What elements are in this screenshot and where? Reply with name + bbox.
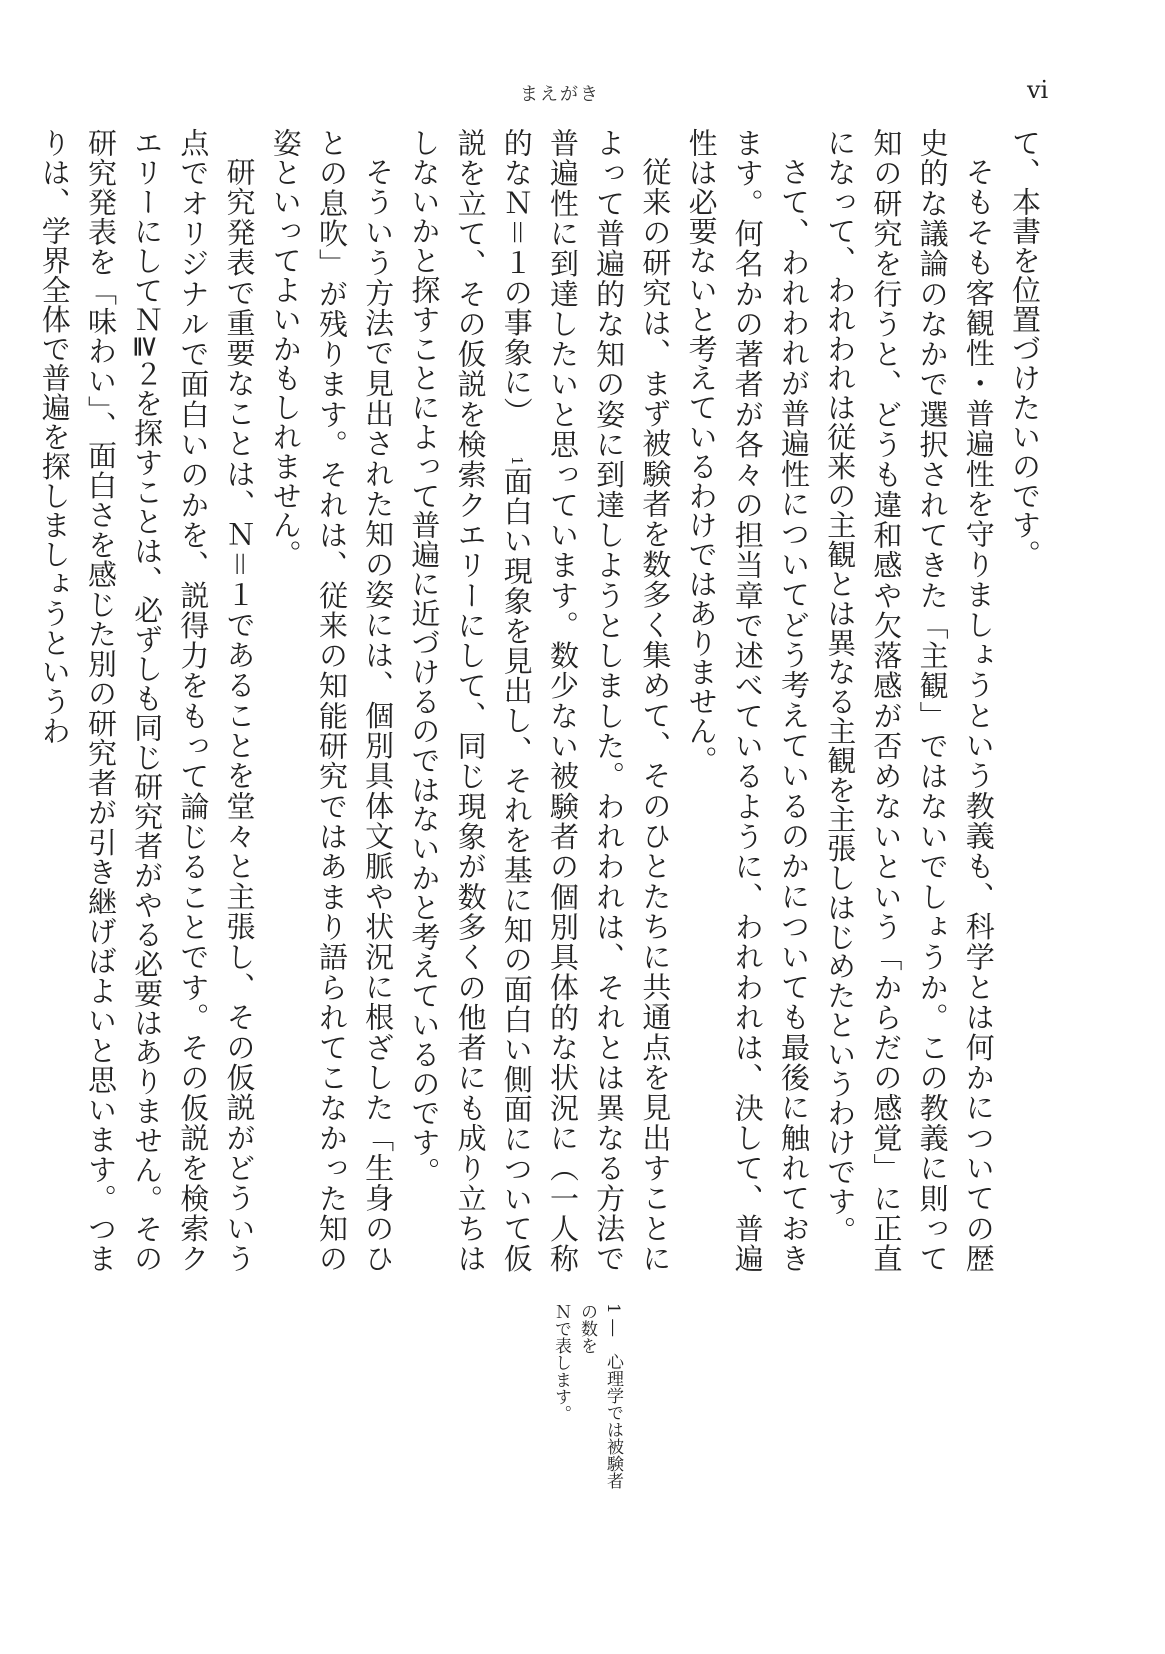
paragraph: そういう方法で見出された知の姿には、個別具体文脈や状況に根ざした「生身のひとの息吹」が残ります。それは、従来の知能研究ではあまり語られてこなかった知の姿といってよいかもしれません。 <box>268 128 396 1273</box>
footnote-marker: 1 ― <box>603 1303 623 1337</box>
running-title: まえがき <box>520 84 600 105</box>
paragraph: て、本書を位置づけたいのです。 <box>1008 128 1042 569</box>
page-number: vi <box>1027 76 1049 104</box>
footnote-reference[interactable]: 1 <box>507 455 526 466</box>
footnote-line <box>548 1303 574 1503</box>
footnote-text: 心理学では被験者の数を <box>577 1303 623 1490</box>
footnote <box>548 1303 626 1503</box>
body-text <box>37 128 1048 1273</box>
paragraph: 研究発表で重要なことは、Ｎ＝１であることを堂々と主張し、その仮説がどういう点でオリジナルで面白いのかを、説得力をもって論じることです。その仮説を検索クエリーにしてＮ≧２を探すことは、必ずしも同じ研究者がやる必要はありません。その研究発表を「味わい」、面白さを感じた別の研究者が引き継げばよいと思います。つまりは、学界全体で普遍を探しましょうというわ <box>37 128 257 1273</box>
paragraph <box>401 128 678 1273</box>
paragraph-text: 面白い現象を見出し、それを基に知の面白い側面について仮説を立て、その仮説を検索クエリーにして、同じ現象が数多くの他者にも成り立ちはしないかと探すことによって普遍に近づけるのではないかと考えているのです。 <box>407 128 534 1273</box>
paragraph-text: 従来の研究は、まず被験者を数多く集めて、そのひとたちに共通点を見出すことによって普遍的な知の姿に到達しようとしました。われわれは、それとは異なる方法で普遍性に到達したいと思っています。数少ない被験者の個別具体的な状況に（一人称的なＮ＝１の事象に） <box>499 128 673 1273</box>
footnote-text: Ｎで表します。 <box>551 1303 571 1422</box>
paragraph: そもそも客観性・普遍性を守りましょうという教義も、科学とは何かについての歴史的な議論のなかで選択されてきた「主観」ではないでしょうか。この教義に則って知の研究を行うと、どうも違和感や欠落感が否めないという「からだの感覚」に正直になって、われわれは従来の主観とは異なる主観を主張しはじめたというわけです。 <box>823 128 996 1273</box>
footnote-line <box>574 1303 626 1503</box>
paragraph: さて、われわれが普遍性についてどう考えているのかについても最後に触れておきます。何名かの著者が各々の担当章で述べているように、われわれは、決して、普遍性は必要ないと考えているわけではありません。 <box>684 128 811 1273</box>
